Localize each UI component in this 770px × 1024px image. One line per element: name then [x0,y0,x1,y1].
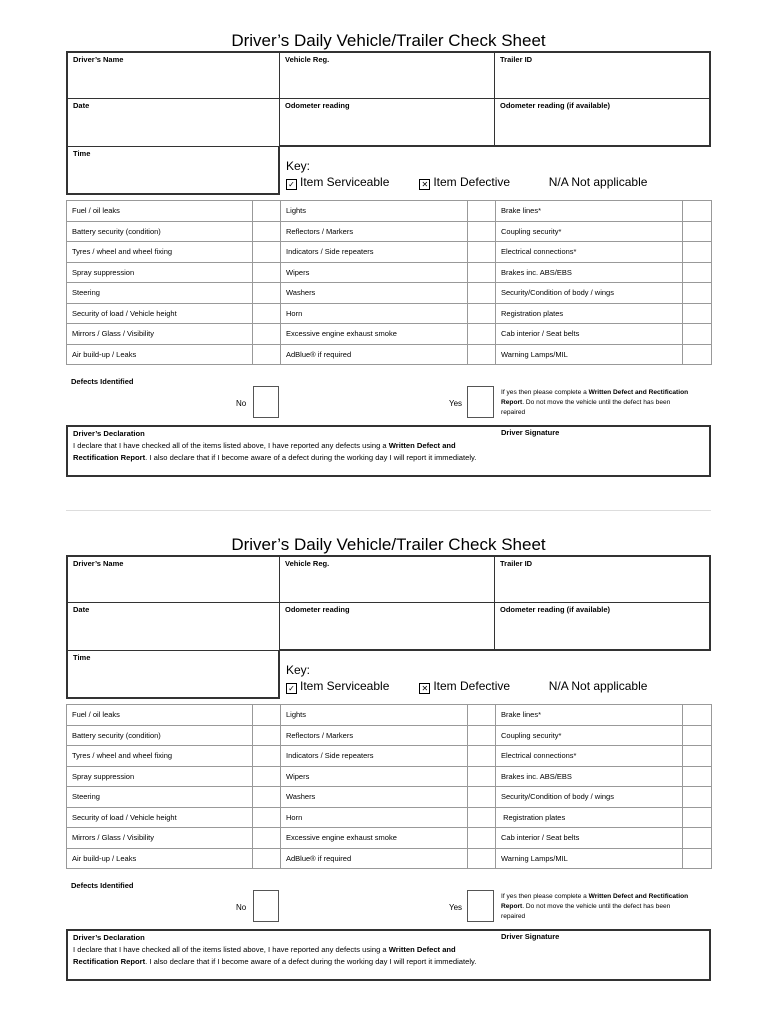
defects-label: Defects Identified [71,377,134,386]
drivers-name-field[interactable] [66,51,280,99]
check-item-label: Security of load / Vehicle height [67,807,253,828]
declaration-box [66,425,711,477]
odometer-field[interactable] [280,99,495,147]
declaration-heading: Driver’s Declaration [73,933,145,942]
cross-box-icon: ✕ [419,179,430,190]
table-row [67,766,712,787]
sheet-title: Driver’s Daily Vehicle/Trailer Check Sheet [231,31,546,50]
check-item-label: Cab interior / Seat belts [496,324,683,345]
trailer-id-label: Trailer ID [500,55,533,64]
table-row [67,705,712,726]
check-item-label: Reflectors / Markers [281,725,468,746]
no-label: No [236,399,247,408]
key-serviceable: Item Serviceable [300,175,390,189]
sheet-title: Driver’s Daily Vehicle/Trailer Check Sheet [231,535,546,554]
check-box[interactable] [683,746,712,767]
check-box[interactable] [683,324,712,345]
check-box[interactable] [468,283,496,304]
check-box[interactable] [468,303,496,324]
table-row [67,848,712,869]
check-item-label: Air build-up / Leaks [67,344,253,365]
key-legend [286,159,647,190]
check-box[interactable] [468,324,496,345]
check-box-icon: ✓ [286,683,297,694]
drivers-name-field[interactable] [66,555,280,603]
check-box[interactable] [468,201,496,222]
declaration-body: . I also declare that if I become aware of a defect during the working day I will report it immediately. [145,453,477,462]
check-box[interactable] [253,725,281,746]
table-row [67,807,712,828]
key-serviceable: Item Serviceable [300,679,390,693]
check-item-label: Indicators / Side repeaters [281,746,468,767]
check-box[interactable] [683,848,712,869]
table-row [67,221,712,242]
check-item-label: AdBlue® if required [281,344,468,365]
table-row [67,828,712,849]
check-item-label: Air build-up / Leaks [67,848,253,869]
check-box[interactable] [253,283,281,304]
note-text: If yes then please complete a [501,389,589,396]
check-box-icon: ✓ [286,179,297,190]
declaration-heading: Driver’s Declaration [73,429,145,438]
check-item-label: Lights [281,201,468,222]
odometer-field[interactable] [280,603,495,651]
declaration-bold: Written Defect and Rectification Report [73,441,456,462]
check-item-label: Registration plates [496,807,683,828]
declaration-box [66,929,711,981]
date-field[interactable] [66,99,280,147]
check-item-label: Lights [281,705,468,726]
check-box[interactable] [253,344,281,365]
drivers-name-label: Driver’s Name [73,559,124,568]
check-item-label: Coupling security* [496,221,683,242]
check-item-label: Electrical connections* [496,746,683,767]
key-legend [286,663,647,694]
time-label: Time [73,149,91,158]
check-box[interactable] [253,705,281,726]
defects-label: Defects Identified [71,881,134,890]
vehicle-reg-field[interactable] [280,555,495,603]
defects-note [501,892,691,922]
declaration-text [73,932,493,968]
table-row [67,201,712,222]
date-field[interactable] [66,603,280,651]
vehicle-reg-label: Vehicle Reg. [285,559,330,568]
check-box[interactable] [683,725,712,746]
check-box[interactable] [468,221,496,242]
check-item-label: Fuel / oil leaks [67,201,253,222]
check-item-label: Cab interior / Seat belts [496,828,683,849]
declaration-bold: Written Defect and Rectification Report [73,945,456,966]
check-box[interactable] [683,283,712,304]
check-item-label: Mirrors / Glass / Visibility [67,828,253,849]
trailer-id-label: Trailer ID [500,559,533,568]
check-box[interactable] [468,766,496,787]
note-bold: Written Defect and Rectification Report [501,389,689,406]
time-field[interactable] [66,651,280,699]
cross-box-icon: ✕ [419,683,430,694]
key-na: N/A Not applicable [548,175,648,189]
check-item-label: Horn [281,807,468,828]
check-item-label: Spray suppression [67,262,253,283]
table-row [67,725,712,746]
checks-table [66,200,712,365]
no-checkbox[interactable] [253,386,279,418]
check-box[interactable] [253,303,281,324]
key-defective: Item Defective [433,175,511,189]
table-row [67,303,712,324]
table-row [67,324,712,345]
check-item-label: Security/Condition of body / wings [496,283,683,304]
trailer-id-field[interactable] [495,555,711,603]
check-item-label: Security of load / Vehicle height [67,303,253,324]
check-box[interactable] [253,324,281,345]
drivers-name-label: Driver’s Name [73,55,124,64]
check-item-label: Spray suppression [67,766,253,787]
check-item-label: Tyres / wheel and wheel fixing [67,242,253,263]
declaration-body: . I also declare that if I become aware of a defect during the working day I will report it immediately. [145,957,477,966]
check-item-label: Mirrors / Glass / Visibility [67,324,253,345]
check-box[interactable] [683,262,712,283]
check-sheet-2 [66,535,711,981]
check-item-label: Excessive engine exhaust smoke [281,324,468,345]
time-field[interactable] [66,147,280,195]
check-item-label: Fuel / oil leaks [67,705,253,726]
check-box[interactable] [253,242,281,263]
trailer-id-field[interactable] [495,51,711,99]
note-bold: Written Defect and Rectification Report [501,893,689,910]
check-item-label: Excessive engine exhaust smoke [281,828,468,849]
check-box[interactable] [683,201,712,222]
date-label: Date [73,101,90,110]
yes-checkbox[interactable] [467,890,494,922]
table-row [67,262,712,283]
check-box[interactable] [468,787,496,808]
check-box[interactable] [683,303,712,324]
odometer-label: Odometer reading [285,605,350,614]
check-box[interactable] [683,766,712,787]
table-row [67,746,712,767]
key-label: Key: [286,159,311,173]
check-box[interactable] [468,807,496,828]
check-box[interactable] [468,262,496,283]
table-row [67,344,712,365]
check-item-label: Battery security (condition) [67,725,253,746]
check-item-label: Reflectors / Markers [281,221,468,242]
check-box[interactable] [253,766,281,787]
check-box[interactable] [468,725,496,746]
time-label: Time [73,653,91,662]
checks-table [66,704,712,869]
driver-signature-field[interactable]: Driver Signature [501,428,560,437]
driver-signature-field[interactable]: Driver Signature [501,932,560,941]
table-row [67,283,712,304]
check-box[interactable] [253,807,281,828]
key-defective: Item Defective [433,679,511,693]
check-box[interactable] [253,262,281,283]
info-grid [66,555,711,698]
check-box[interactable] [253,746,281,767]
check-item-label: Electrical connections* [496,242,683,263]
defects-section [66,873,711,929]
check-box[interactable] [468,705,496,726]
check-item-label: Registration plates [496,303,683,324]
odometer-optional-label: Odometer reading (if available) [500,101,611,110]
check-item-label: Washers [281,283,468,304]
table-row [67,242,712,263]
check-item-label: Brakes inc. ABS/EBS [496,766,683,787]
check-item-label: Tyres / wheel and wheel fixing [67,746,253,767]
date-label: Date [73,605,90,614]
yes-checkbox[interactable] [467,386,494,418]
sheet-divider [66,510,711,511]
table-row [67,787,712,808]
defects-section [66,369,711,425]
check-box[interactable] [468,828,496,849]
check-box[interactable] [683,787,712,808]
note-text: . Do not move the vehicle until the defect has been repaired [501,903,671,920]
declaration-body: I declare that I have checked all of the items listed above, I have reported any defects using a [73,441,389,450]
odometer-optional-field[interactable] [495,603,711,651]
check-box[interactable] [683,221,712,242]
check-sheet-1 [66,31,711,477]
check-item-label: Brakes inc. ABS/EBS [496,262,683,283]
check-box[interactable] [253,848,281,869]
declaration-text [73,428,493,464]
key-label: Key: [286,663,311,677]
check-item-label: Steering [67,787,253,808]
check-box[interactable] [468,746,496,767]
odometer-optional-label: Odometer reading (if available) [500,605,611,614]
check-box[interactable] [468,344,496,365]
check-item-label: Indicators / Side repeaters [281,242,468,263]
check-box[interactable] [468,242,496,263]
check-item-label: Warning Lamps/MIL [496,344,683,365]
odometer-optional-field[interactable] [495,99,711,147]
check-item-label: Brake lines* [496,201,683,222]
check-item-label: Wipers [281,262,468,283]
check-box[interactable] [253,828,281,849]
check-box[interactable] [683,705,712,726]
declaration-body: I declare that I have checked all of the items listed above, I have reported any defects using a [73,945,389,954]
check-item-label: Steering [67,283,253,304]
check-item-label: AdBlue® if required [281,848,468,869]
vehicle-reg-label: Vehicle Reg. [285,55,330,64]
check-item-label: Security/Condition of body / wings [496,787,683,808]
yes-label: Yes [449,399,463,408]
check-box[interactable] [683,807,712,828]
check-item-label: Warning Lamps/MIL [496,848,683,869]
info-grid [66,51,711,194]
check-item-label: Brake lines* [496,705,683,726]
check-box[interactable] [468,848,496,869]
check-item-label: Wipers [281,766,468,787]
check-item-label: Horn [281,303,468,324]
no-checkbox[interactable] [253,890,279,922]
key-na: N/A Not applicable [548,679,648,693]
no-label: No [236,903,247,912]
note-text: . Do not move the vehicle until the defect has been repaired [501,399,671,416]
check-item-label: Washers [281,787,468,808]
defects-note [501,388,691,418]
check-box[interactable] [253,221,281,242]
check-box[interactable] [253,787,281,808]
note-text: If yes then please complete a [501,893,589,900]
yes-label: Yes [449,903,463,912]
check-item-label: Battery security (condition) [67,221,253,242]
check-box[interactable] [683,828,712,849]
check-box[interactable] [683,344,712,365]
vehicle-reg-field[interactable] [280,51,495,99]
check-item-label: Coupling security* [496,725,683,746]
odometer-label: Odometer reading [285,101,350,110]
check-box[interactable] [683,242,712,263]
check-box[interactable] [253,201,281,222]
